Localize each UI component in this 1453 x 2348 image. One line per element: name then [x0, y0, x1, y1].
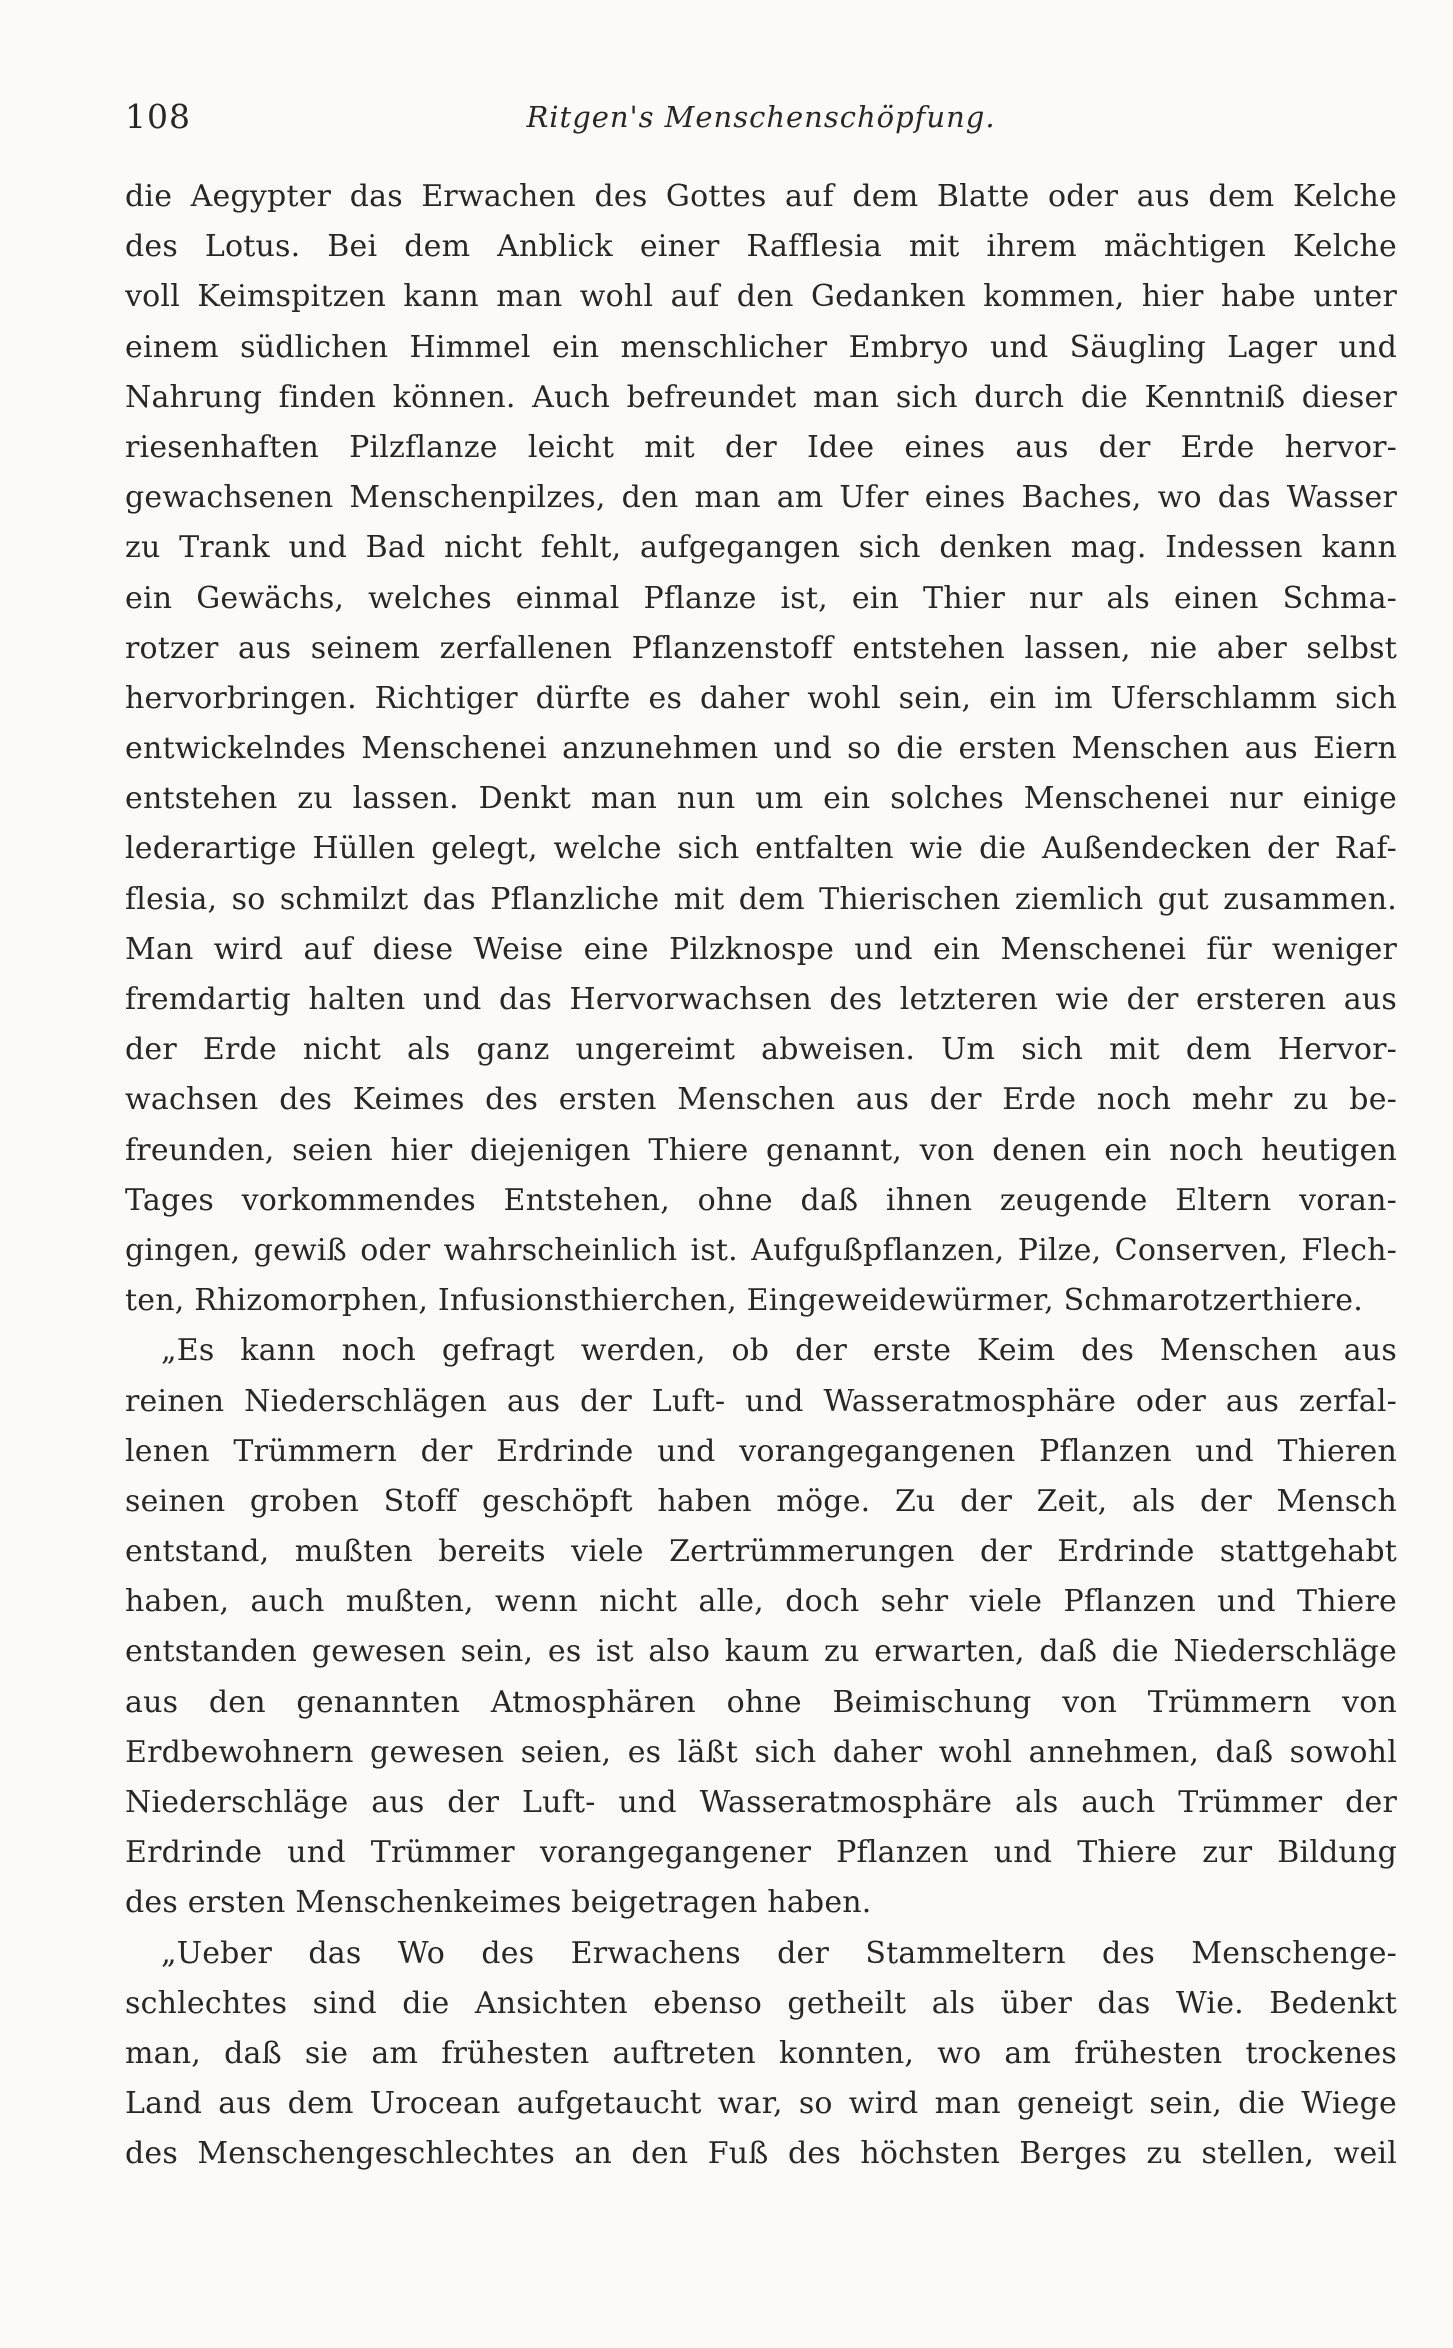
text-line: riesenhaften Pilzflanze leicht mit der Idee eines aus der Erde hervor-: [125, 429, 1397, 465]
text-line: die Aegypter das Erwachen des Gottes auf dem Blatte oder aus dem Kelche: [125, 179, 1397, 214]
text-line: „Ueber das Wo des Erwachens der Stammeltern des Menschenge-: [161, 1935, 1397, 1971]
text-line: Nahrung finden können. Auch befreundet man sich durch die Kenntniß dieser: [125, 379, 1397, 415]
text-line: seinen groben Stoff geschöpft haben möge. Zu der Zeit, als der Mensch: [125, 1483, 1397, 1519]
text-line: ein Gewächs, welches einmal Pflanze ist, ein Thier nur als einen Schma-: [125, 580, 1397, 616]
text-line: voll Keimspitzen kann man wohl auf den Gedanken kommen, hier habe unter: [125, 279, 1397, 315]
text-line: freunden, seien hier diejenigen Thiere genannt, von denen ein noch heutigen: [125, 1132, 1397, 1168]
text-line: ten, Rhizomorphen, Infusionsthierchen, Eingeweidewürmer, Schmarotzerthiere.: [125, 1283, 1363, 1319]
text-line: hervorbringen. Richtiger dürfte es daher wohl sein, ein im Uferschlamm sich: [125, 680, 1397, 716]
text-line: Land aus dem Urocean aufgetaucht war, so wird man geneigt sein, die Wiege: [125, 2086, 1397, 2122]
text-line: entstehen zu lassen. Denkt man nun um ein solches Menschenei nur einige: [125, 781, 1397, 817]
text-line: fremdartig halten und das Hervorwachsen des letzteren wie der ersteren aus: [125, 982, 1397, 1017]
text-line: flesia, so schmilzt das Pflanzliche mit dem Thierischen ziemlich gut zusammen.: [125, 881, 1397, 917]
text-line: des Menschengeschlechtes an den Fuß des höchsten Berges zu stellen, weil: [125, 2136, 1397, 2172]
text-line: man, daß sie am frühesten auftreten konnten, wo am frühesten trockenes: [125, 2035, 1397, 2071]
text-line: gingen, gewiß oder wahrscheinlich ist. Aufgußpflanzen, Pilze, Conserven, Flech-: [125, 1232, 1397, 1268]
text-line: wachsen des Keimes des ersten Menschen aus der Erde noch mehr zu be-: [125, 1082, 1397, 1118]
text-line: Tages vorkommendes Entstehen, ohne daß ihnen zeugende Eltern voran-: [125, 1182, 1397, 1218]
text-line: des Lotus. Bei dem Anblick einer Rafflesia mit ihrem mächtigen Kelche: [125, 229, 1397, 265]
text-line: reinen Niederschlägen aus der Luft- und Wasseratmosphäre oder aus zerfal-: [125, 1383, 1397, 1419]
text-line: Erdbewohnern gewesen seien, es läßt sich daher wohl annehmen, daß sowohl: [125, 1734, 1397, 1770]
text-line: haben, auch mußten, wenn nicht alle, doch sehr viele Pflanzen und Thiere: [125, 1584, 1397, 1620]
running-title: Ritgen's Menschenschöpfung.: [526, 100, 996, 134]
text-line: zu Trank und Bad nicht fehlt, aufgegangen sich denken mag. Indessen kann: [125, 530, 1397, 566]
page-number: 108: [125, 97, 191, 136]
text-line: lederartige Hüllen gelegt, welche sich entfalten wie die Außendecken der Raf-: [125, 831, 1397, 867]
body-text: [125, 172, 1397, 2180]
text-line: schlechtes sind die Ansichten ebenso getheilt als über das Wie. Bedenkt: [125, 1985, 1397, 2021]
text-line: Man wird auf diese Weise eine Pilzknospe und ein Menschenei für weniger: [125, 931, 1397, 967]
text-line: aus den genannten Atmosphären ohne Beimischung von Trümmern von: [125, 1684, 1397, 1720]
text-line: lenen Trümmern der Erdrinde und vorangegangenen Pflanzen und Thieren: [125, 1433, 1397, 1469]
text-line: der Erde nicht als ganz ungereimt abweisen. Um sich mit dem Hervor-: [125, 1032, 1397, 1068]
text-line: Niederschläge aus der Luft- und Wasseratmosphäre als auch Trümmer der: [125, 1785, 1397, 1820]
text-line: gewachsenen Menschenpilzes, den man am Ufer eines Baches, wo das Wasser: [125, 480, 1397, 516]
text-line: des ersten Menschenkeimes beigetragen haben.: [125, 1885, 872, 1921]
page-header: [125, 92, 1397, 142]
text-line: Erdrinde und Trümmer vorangegangener Pflanzen und Thiere zur Bildung: [125, 1835, 1397, 1871]
text-line: rotzer aus seinem zerfallenen Pflanzenstoff entstehen lassen, nie aber selbst: [125, 630, 1397, 666]
text-line: einem südlichen Himmel ein menschlicher Embryo und Säugling Lager und: [125, 329, 1397, 365]
text-line: „Es kann noch gefragt werden, ob der erste Keim des Menschen aus: [161, 1333, 1397, 1369]
text-line: entstanden gewesen sein, es ist also kaum zu erwarten, daß die Niederschläge: [125, 1634, 1397, 1670]
text-line: entstand, mußten bereits viele Zertrümmerungen der Erdrinde stattgehabt: [125, 1534, 1397, 1570]
text-line: entwickelndes Menschenei anzunehmen und so die ersten Menschen aus Eiern: [125, 731, 1397, 767]
